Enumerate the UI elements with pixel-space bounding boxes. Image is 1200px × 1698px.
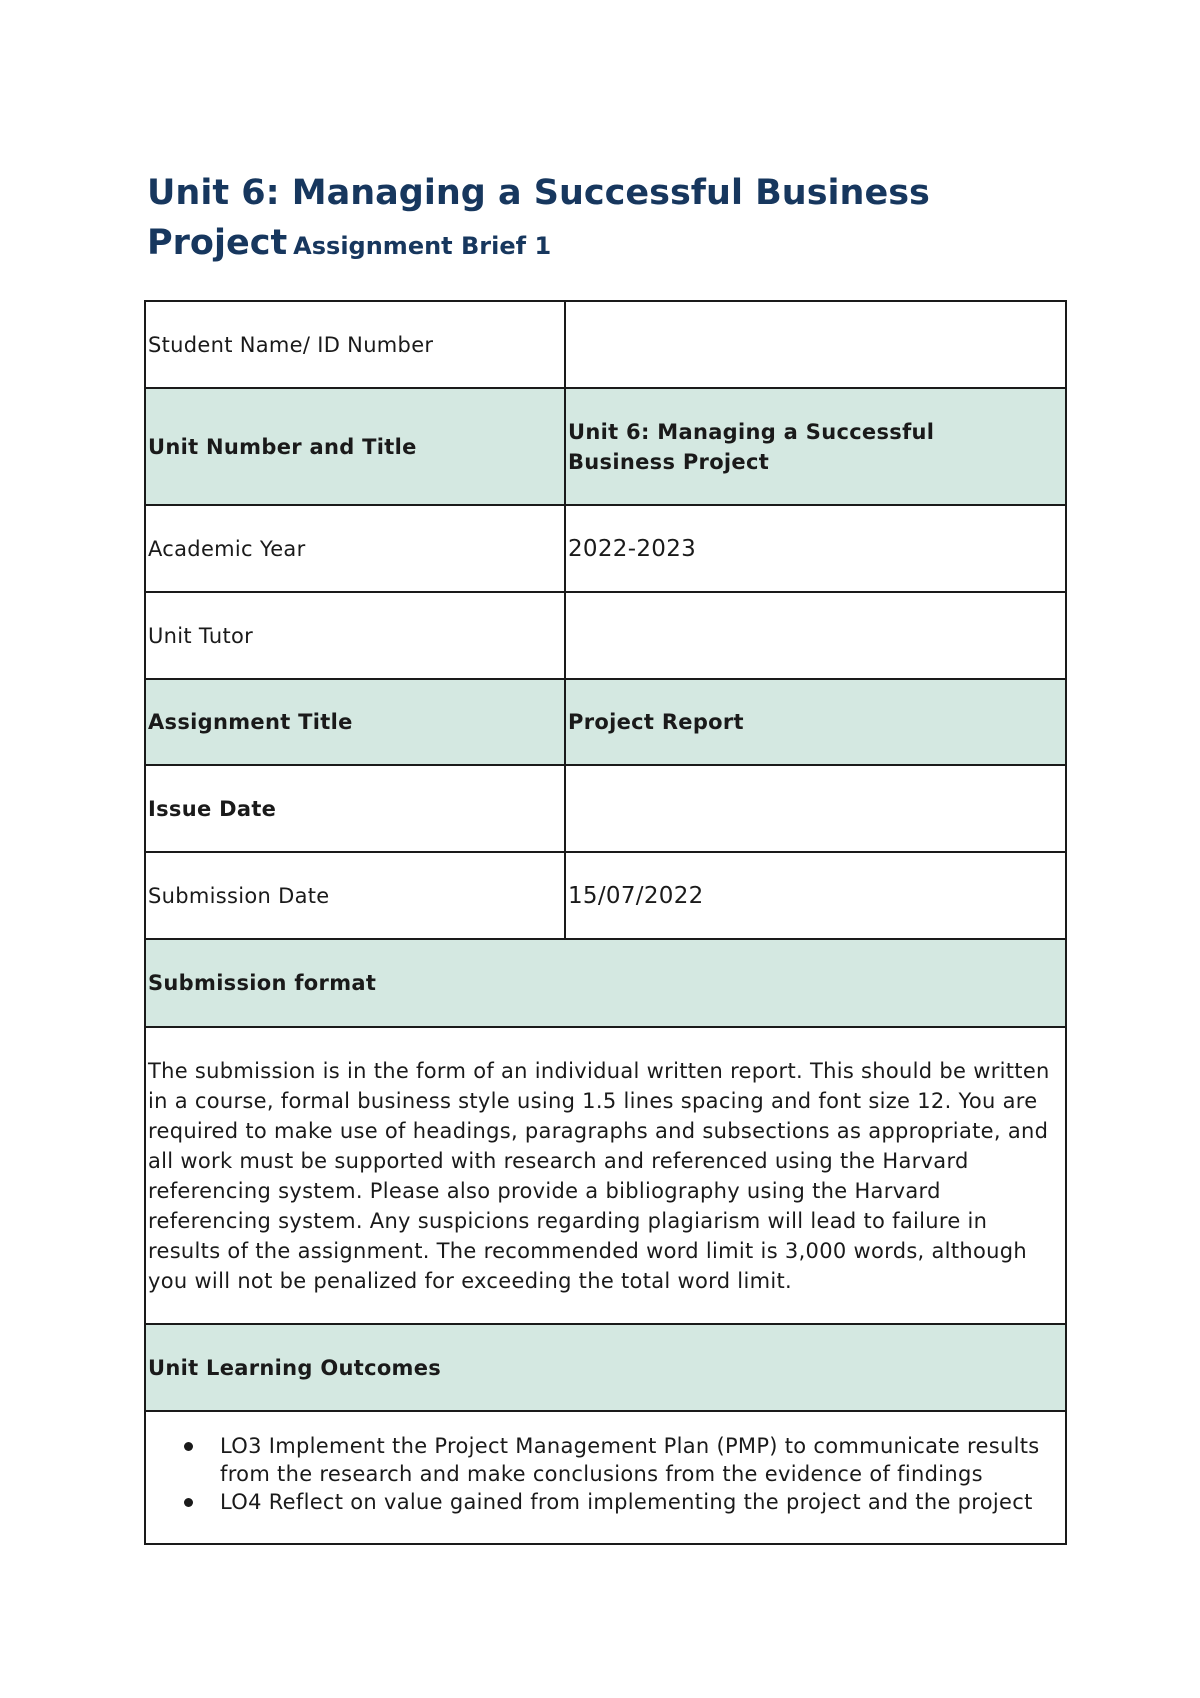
table-row-unit-tutor <box>145 592 1066 679</box>
page-title <box>147 168 1067 271</box>
page-title-main: Unit 6: Managing a Successful Business Project <box>147 173 930 263</box>
learning-outcomes-cell <box>145 1411 1066 1544</box>
table-row-issue-date <box>145 765 1066 852</box>
value-unit-number: Unit 6: Managing a Successful Business Project <box>565 388 1066 505</box>
submission-format-text: The submission is in the form of an individual written report. This should be written in a course, formal business style using 1.5 lines spacing and font size 12. You are required to make use of headings, paragraphs and subsections as appropriate, and all work must be supported with research and referenced using the Harvard referencing system. Please also provide a bibliography using the Harvard referencing system. Any suspicions regarding plagiarism will lead to failure in results of the assignment. The recommended word limit is 3,000 words, although you will not be penalized for exceeding the total word limit. <box>148 1058 1050 1293</box>
label-submission-date: Submission Date <box>145 852 565 939</box>
submission-format-cell <box>145 1027 1066 1324</box>
label-unit-number: Unit Number and Title <box>145 388 565 505</box>
list-item-lo4 <box>220 1488 1063 1516</box>
table-row-academic-year <box>145 505 1066 592</box>
value-assignment-title: Project Report <box>565 679 1066 765</box>
page-subtitle: Assignment Brief 1 <box>293 232 552 260</box>
label-issue-date: Issue Date <box>145 765 565 852</box>
value-unit-tutor <box>565 592 1066 679</box>
assignment-brief-table <box>144 300 1067 1545</box>
value-academic-year: 2022-2023 <box>565 505 1066 592</box>
table-row-submission-date <box>145 852 1066 939</box>
lo4-text: LO4 Reflect on value gained from implementing the project and the project <box>220 1490 1033 1514</box>
bullet-icon <box>184 1442 193 1451</box>
list-item-lo3 <box>220 1432 1063 1488</box>
bullet-icon <box>184 1498 193 1507</box>
table-row-learning-outcomes-list <box>145 1411 1066 1544</box>
submission-format-heading: Submission format <box>145 939 1066 1027</box>
value-student-name <box>565 301 1066 388</box>
value-submission-date: 15/07/2022 <box>565 852 1066 939</box>
table-row-submission-format-text <box>145 1027 1066 1324</box>
label-unit-tutor: Unit Tutor <box>145 592 565 679</box>
label-student-name: Student Name/ ID Number <box>145 301 565 388</box>
learning-outcomes-list <box>148 1432 1063 1516</box>
table-row-submission-format-heading <box>145 939 1066 1027</box>
label-assignment-title: Assignment Title <box>145 679 565 765</box>
value-issue-date <box>565 765 1066 852</box>
learning-outcomes-heading: Unit Learning Outcomes <box>145 1324 1066 1411</box>
label-academic-year: Academic Year <box>145 505 565 592</box>
table-row-student-name <box>145 301 1066 388</box>
table-row-learning-outcomes-heading <box>145 1324 1066 1411</box>
lo3-text: LO3 Implement the Project Management Plan (PMP) to communicate results from the research and make conclusions from the evidence of findings <box>220 1434 1040 1486</box>
table-row-unit-number <box>145 388 1066 505</box>
table-row-assignment-title <box>145 679 1066 765</box>
